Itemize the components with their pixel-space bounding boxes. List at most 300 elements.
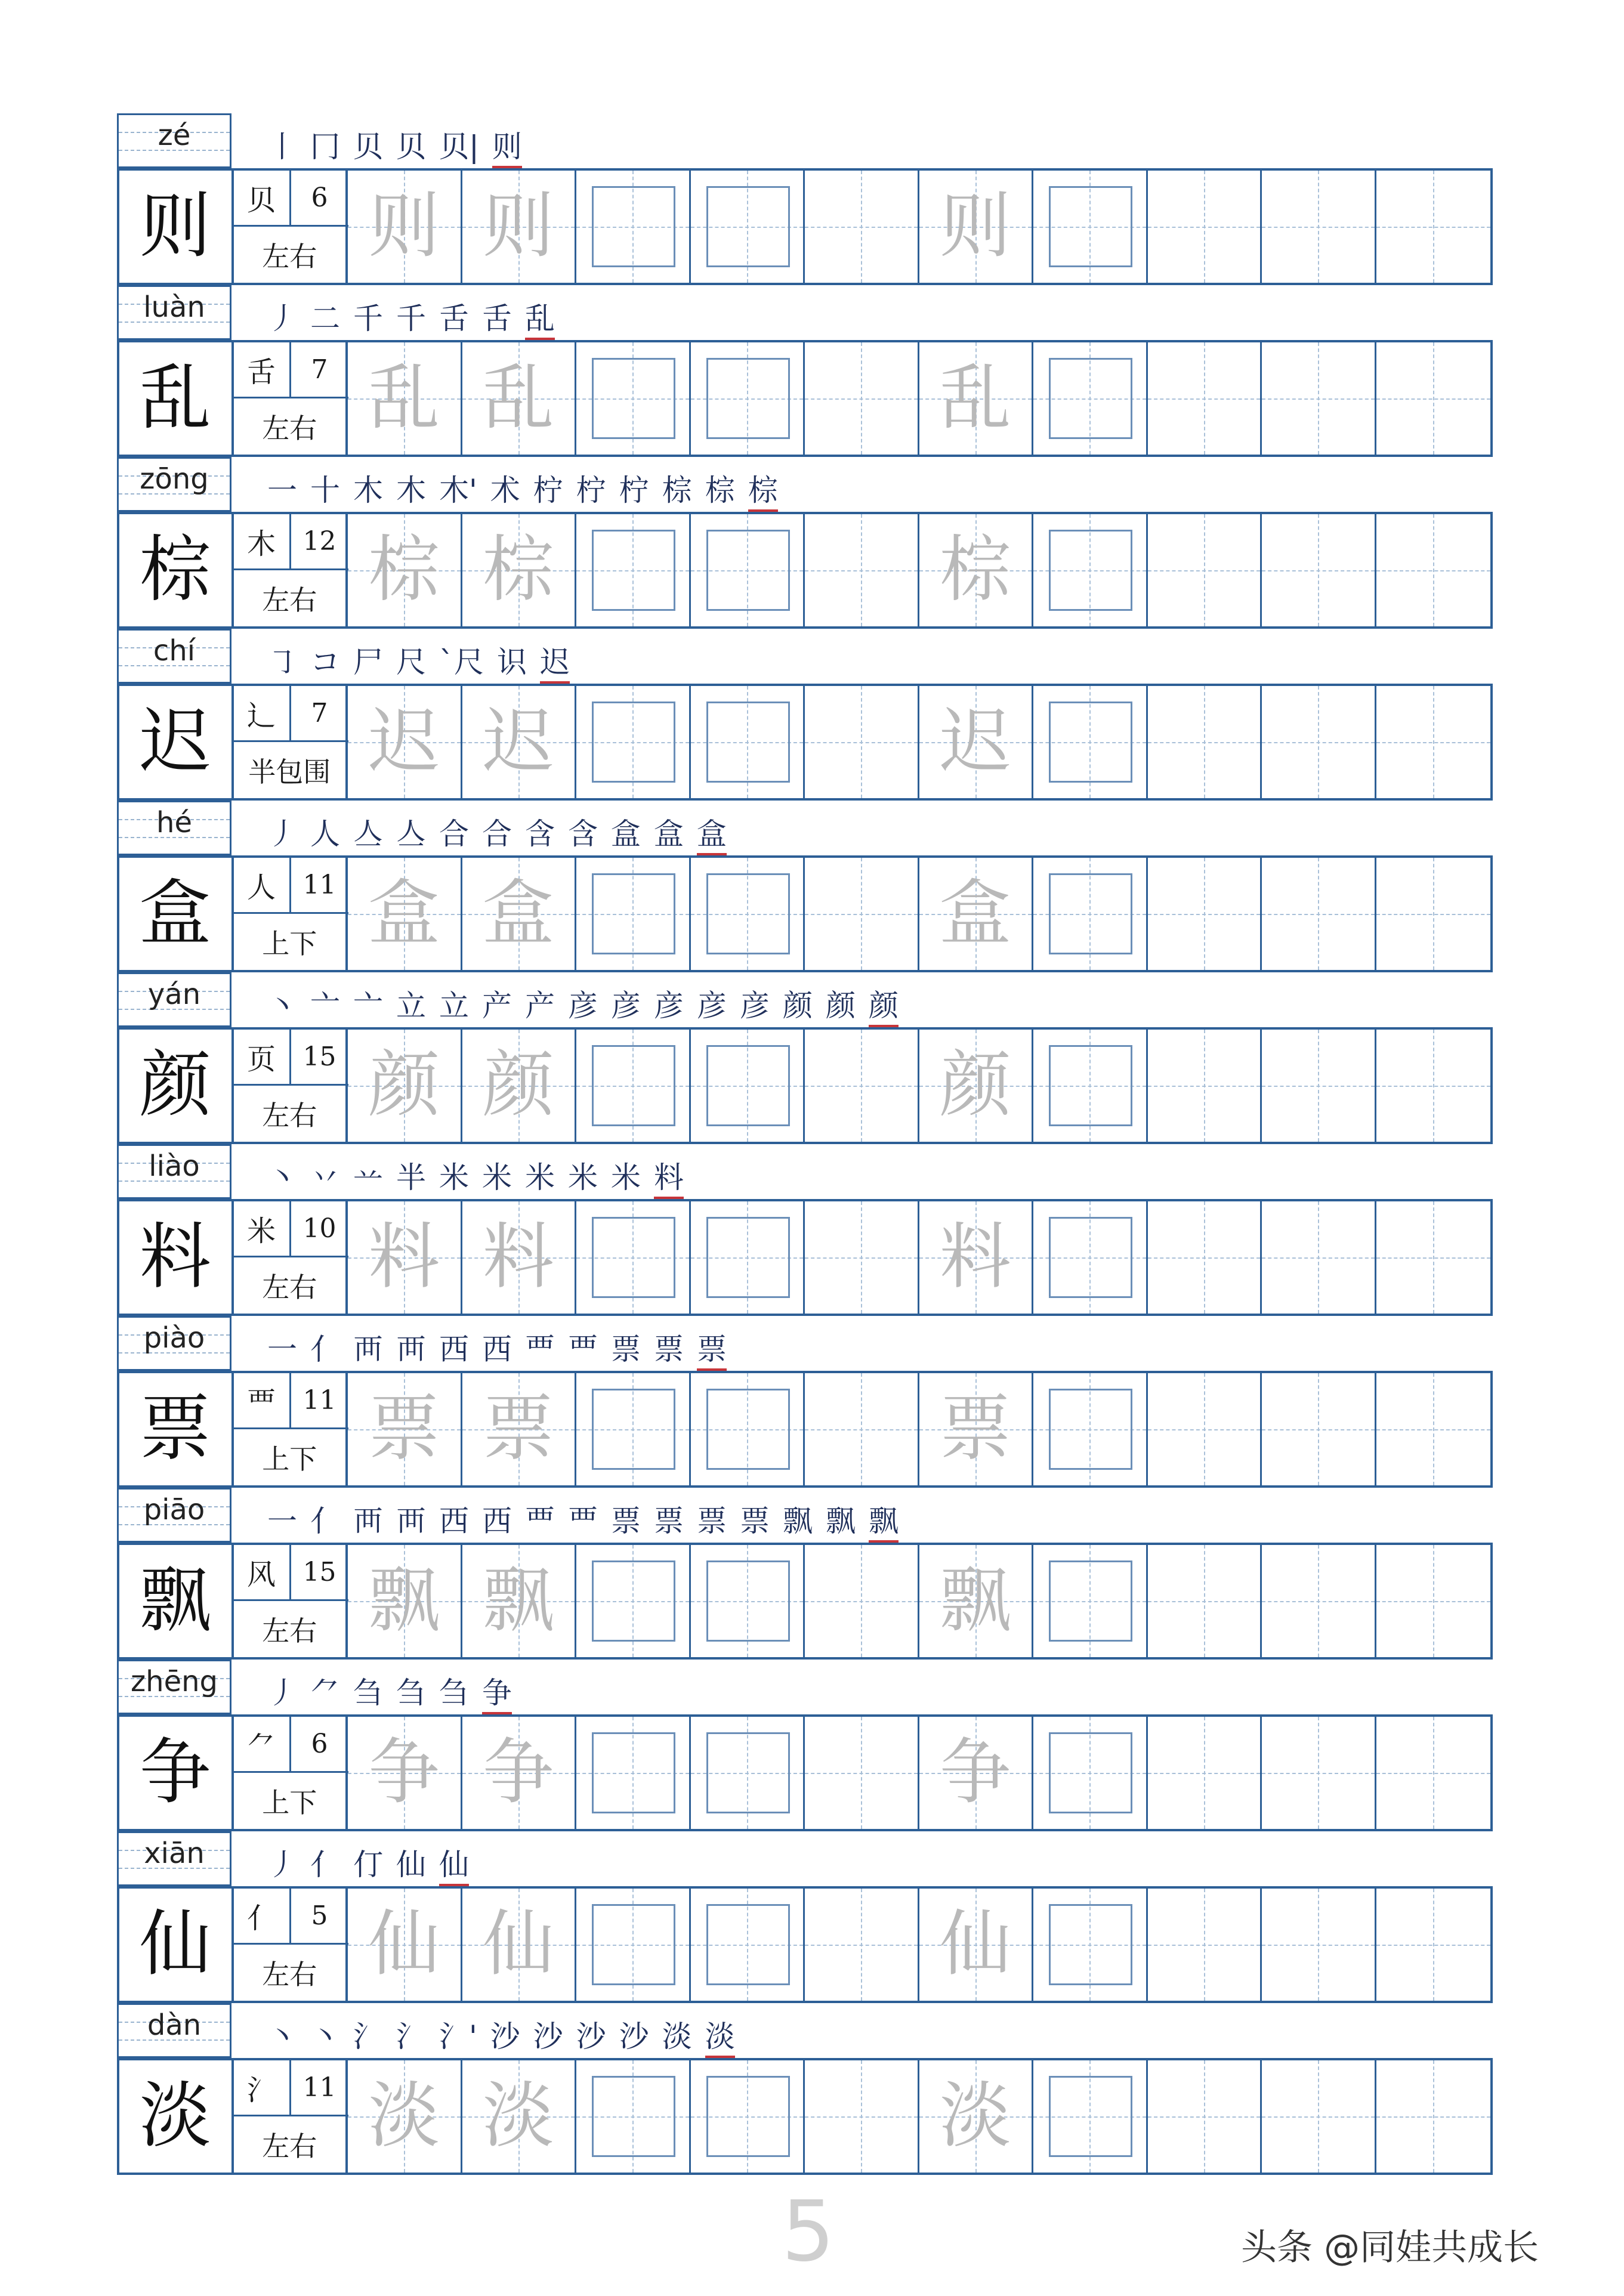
grid-guide-vertical — [861, 171, 862, 283]
practice-cell[interactable] — [1148, 1373, 1262, 1485]
practice-cell[interactable] — [1262, 858, 1376, 970]
trace-character: 迟 — [939, 700, 1011, 783]
stroke-step: 覀 — [568, 1504, 598, 1538]
practice-cell[interactable] — [348, 1717, 462, 1829]
writing-box — [706, 702, 790, 783]
stroke-count: 12 — [291, 514, 348, 570]
practice-cell[interactable] — [1148, 686, 1262, 798]
stroke-step: 氵 — [353, 2019, 383, 2054]
grid-guide-vertical — [1433, 1030, 1434, 1142]
practice-cell[interactable] — [1033, 1030, 1148, 1142]
stroke-step: 尺 — [396, 645, 426, 679]
trace-character: 淡 — [368, 2075, 440, 2158]
stroke-step: 料 — [654, 1154, 684, 1199]
practice-cell[interactable] — [348, 171, 462, 283]
practice-cell[interactable] — [1033, 686, 1148, 798]
trace-character: 棕 — [482, 529, 554, 611]
stroke-order — [267, 1324, 727, 1371]
pinyin-box — [117, 801, 231, 855]
practice-cell[interactable] — [1262, 1545, 1376, 1657]
pinyin-row — [117, 801, 1493, 855]
practice-cell[interactable] — [462, 1545, 577, 1657]
practice-cell[interactable] — [348, 1201, 462, 1314]
stroke-step: 丶 — [267, 988, 297, 1023]
practice-cell[interactable] — [805, 1373, 919, 1485]
practice-cell[interactable] — [1262, 171, 1376, 283]
character-entry — [117, 1488, 1493, 1660]
stroke-step: 则 — [492, 123, 522, 168]
practice-cell[interactable] — [1262, 1201, 1376, 1314]
model-character: 争 — [119, 1717, 234, 1829]
stroke-step: 丶 — [310, 2019, 340, 2054]
practice-cell[interactable] — [919, 1201, 1034, 1314]
stroke-order — [267, 809, 727, 855]
pinyin-row — [117, 1144, 1493, 1199]
writing-box — [706, 186, 790, 267]
writing-grid-row — [117, 1371, 1493, 1488]
practice-cell[interactable] — [691, 1545, 805, 1657]
writing-grid-row — [117, 168, 1493, 285]
character-info — [234, 514, 348, 626]
practice-cell[interactable] — [1262, 1373, 1376, 1485]
grid-guide-vertical — [1318, 1373, 1319, 1485]
trace-character: 则 — [368, 185, 440, 268]
writing-box — [592, 702, 675, 783]
stroke-step: 立 — [439, 988, 469, 1023]
trace-character: 乱 — [939, 357, 1011, 440]
practice-cell[interactable] — [1148, 1201, 1262, 1314]
pinyin-box — [117, 113, 231, 168]
practice-cell[interactable] — [462, 1201, 577, 1314]
grid-guide-vertical — [861, 858, 862, 970]
model-character: 盒 — [119, 858, 234, 970]
stroke-order — [267, 981, 899, 1027]
pinyin-box — [117, 1316, 231, 1371]
stroke-step: 舌 — [439, 301, 469, 336]
practice-cell[interactable] — [576, 1201, 691, 1314]
character-info — [234, 171, 348, 283]
practice-cell[interactable] — [919, 1030, 1034, 1142]
stroke-step: 襾 — [353, 1332, 383, 1367]
practice-cell[interactable] — [691, 342, 805, 455]
pinyin-box — [117, 1488, 231, 1543]
practice-cell[interactable] — [919, 1373, 1034, 1485]
stroke-step: 飘 — [783, 1504, 813, 1538]
radical: 木 — [234, 514, 291, 570]
practice-cell[interactable] — [1148, 342, 1262, 455]
stroke-count: 11 — [291, 858, 348, 914]
practice-cell[interactable] — [1376, 342, 1491, 455]
character-entry — [117, 113, 1493, 285]
stroke-count: 6 — [291, 171, 348, 227]
stroke-step: 亠 — [353, 988, 383, 1023]
practice-cell[interactable] — [805, 686, 919, 798]
writing-box — [1049, 358, 1132, 439]
stroke-step: 舌 — [482, 301, 512, 336]
practice-cell[interactable] — [691, 171, 805, 283]
practice-cell[interactable] — [348, 342, 462, 455]
practice-cell[interactable] — [805, 2060, 919, 2173]
radical: 人 — [234, 858, 291, 914]
practice-cell[interactable] — [462, 858, 577, 970]
trace-character: 盒 — [482, 872, 554, 955]
practice-cell[interactable] — [1262, 1889, 1376, 2001]
pinyin-text: piāo — [143, 1493, 205, 1526]
worksheet — [117, 113, 1493, 2175]
practice-cell[interactable] — [348, 858, 462, 970]
stroke-step: 产 — [525, 988, 555, 1023]
radical: ⺈ — [234, 1717, 291, 1773]
stroke-step: `尺 — [439, 645, 484, 679]
character-info — [234, 1889, 348, 2001]
stroke-order — [267, 1496, 899, 1543]
stroke-step: 千 — [353, 301, 383, 336]
stroke-step: 米 — [611, 1160, 641, 1195]
grid-guide-vertical — [1433, 1545, 1434, 1657]
structure: 上下 — [262, 1443, 317, 1475]
stroke-count: 11 — [291, 2060, 348, 2116]
pinyin-box — [117, 285, 231, 340]
stroke-step: 十 — [310, 473, 340, 508]
practice-cell[interactable] — [1033, 1889, 1148, 2001]
stroke-step: 柠 — [576, 473, 606, 508]
practice-cell[interactable] — [691, 858, 805, 970]
practice-cell[interactable] — [1033, 1717, 1148, 1829]
practice-cell[interactable] — [1376, 1545, 1491, 1657]
stroke-step: 彦 — [611, 988, 641, 1023]
pinyin-box — [117, 1144, 231, 1199]
practice-cell[interactable] — [576, 171, 691, 283]
practice-cell[interactable] — [1376, 1717, 1491, 1829]
grid-guide-vertical — [1204, 858, 1205, 970]
pinyin-box — [117, 1831, 231, 1886]
practice-cell[interactable] — [576, 1545, 691, 1657]
grid-guide-vertical — [1204, 514, 1205, 626]
grid-guide-vertical — [1204, 1545, 1205, 1657]
stroke-step: 彦 — [568, 988, 598, 1023]
practice-cell[interactable] — [348, 1889, 462, 2001]
stroke-step: 票 — [697, 1504, 727, 1538]
grid-guide-vertical — [861, 342, 862, 455]
grid-guide-vertical — [861, 686, 862, 798]
stroke-step: 西 — [482, 1332, 512, 1367]
practice-cell[interactable] — [919, 686, 1034, 798]
stroke-step: 覀 — [525, 1504, 555, 1538]
writing-box — [706, 1904, 790, 1985]
practice-cell[interactable] — [1148, 2060, 1262, 2173]
practice-cell[interactable] — [1148, 1030, 1262, 1142]
practice-cell[interactable] — [462, 1717, 577, 1829]
pinyin-row — [117, 1316, 1493, 1371]
model-character: 棕 — [119, 514, 234, 626]
practice-cell[interactable] — [691, 686, 805, 798]
practice-cell[interactable] — [576, 1373, 691, 1485]
trace-character: 迟 — [482, 700, 554, 783]
stroke-step: 产 — [482, 988, 512, 1023]
stroke-order — [267, 465, 778, 512]
practice-cell[interactable] — [462, 1889, 577, 2001]
writing-box — [1049, 2076, 1132, 2157]
stroke-step: 丶 — [267, 2019, 297, 2054]
practice-cell[interactable] — [576, 1889, 691, 2001]
practice-cell[interactable] — [1033, 1373, 1148, 1485]
practice-cell[interactable] — [1376, 2060, 1491, 2173]
practice-cell[interactable] — [576, 1030, 691, 1142]
practice-cell[interactable] — [1376, 1201, 1491, 1314]
practice-cell[interactable] — [1376, 514, 1491, 626]
practice-cell[interactable] — [348, 514, 462, 626]
stroke-step: 丿 — [267, 817, 297, 851]
practice-cell[interactable] — [348, 2060, 462, 2173]
practice-cell[interactable] — [1376, 686, 1491, 798]
practice-cell[interactable] — [691, 514, 805, 626]
radical: 贝 — [234, 171, 291, 227]
structure: 半包围 — [248, 756, 331, 788]
grid-guide-vertical — [861, 1889, 862, 2001]
radical: 风 — [234, 1545, 291, 1601]
grid-guide-vertical — [1318, 514, 1319, 626]
practice-cell[interactable] — [576, 1717, 691, 1829]
practice-cell[interactable] — [919, 342, 1034, 455]
practice-cell[interactable] — [691, 1030, 805, 1142]
grid-guide-vertical — [1318, 2060, 1319, 2173]
trace-character: 棕 — [939, 529, 1011, 611]
practice-cell[interactable] — [805, 514, 919, 626]
stroke-step: 贝 — [353, 129, 383, 164]
grid-guide-vertical — [861, 514, 862, 626]
practice-cell[interactable] — [1033, 1201, 1148, 1314]
practice-cell[interactable] — [462, 1030, 577, 1142]
pinyin-box — [117, 629, 231, 684]
radical: 舌 — [234, 342, 291, 398]
practice-cell[interactable] — [1033, 858, 1148, 970]
trace-character: 淡 — [939, 2075, 1011, 2158]
practice-cell[interactable] — [462, 1373, 577, 1485]
practice-cell[interactable] — [462, 514, 577, 626]
practice-cell[interactable] — [691, 1201, 805, 1314]
trace-character: 颜 — [482, 1044, 554, 1127]
pinyin-row — [117, 285, 1493, 340]
pinyin-row — [117, 629, 1493, 684]
trace-character: 争 — [939, 1731, 1011, 1814]
practice-cell[interactable] — [805, 858, 919, 970]
writing-box — [706, 530, 790, 611]
practice-cell[interactable] — [805, 1717, 919, 1829]
character-info — [234, 342, 348, 455]
stroke-step: 木' — [439, 473, 477, 508]
practice-cell[interactable] — [462, 171, 577, 283]
structure: 上下 — [262, 928, 317, 960]
stroke-step: 襾 — [353, 1504, 383, 1538]
grid-guide-vertical — [861, 1201, 862, 1314]
practice-cell[interactable] — [1148, 514, 1262, 626]
stroke-step: 飘 — [869, 1497, 899, 1543]
writing-box — [706, 1217, 790, 1298]
stroke-step: 票 — [654, 1332, 684, 1367]
trace-character: 票 — [939, 1388, 1011, 1470]
writing-grid-row — [117, 1199, 1493, 1316]
model-character: 料 — [119, 1201, 234, 1314]
writing-grid-row — [117, 2058, 1493, 2175]
practice-cell[interactable] — [919, 1717, 1034, 1829]
character-info — [234, 686, 348, 798]
grid-guide-vertical — [861, 2060, 862, 2173]
grid-guide-vertical — [1204, 1717, 1205, 1829]
stroke-step: 贝 — [396, 129, 426, 164]
grid-guide-vertical — [1318, 1201, 1319, 1314]
pinyin-text: xiān — [144, 1837, 205, 1870]
practice-cell[interactable] — [1033, 514, 1148, 626]
practice-cell[interactable] — [1148, 1889, 1262, 2001]
trace-character: 料 — [482, 1216, 554, 1299]
practice-cell[interactable] — [691, 1889, 805, 2001]
writing-box — [1049, 1732, 1132, 1813]
pinyin-text: zé — [158, 119, 191, 152]
stroke-step: 沙 — [619, 2019, 649, 2054]
practice-cell[interactable] — [1033, 1545, 1148, 1657]
trace-character: 票 — [368, 1388, 440, 1470]
practice-cell[interactable] — [1262, 2060, 1376, 2173]
practice-cell[interactable] — [691, 2060, 805, 2173]
stroke-step: 争 — [482, 1669, 512, 1714]
stroke-step: 票 — [654, 1504, 684, 1538]
trace-character: 淡 — [482, 2075, 554, 2158]
practice-cell[interactable] — [919, 514, 1034, 626]
stroke-step: 氵 — [396, 2019, 426, 2054]
practice-cell[interactable] — [348, 1373, 462, 1485]
writing-grid-row — [117, 1027, 1493, 1144]
writing-grid-row — [117, 684, 1493, 801]
practice-cell[interactable] — [576, 2060, 691, 2173]
grid-guide-vertical — [1204, 1373, 1205, 1485]
practice-cell[interactable] — [1376, 1889, 1491, 2001]
practice-cell[interactable] — [1262, 1717, 1376, 1829]
practice-cell[interactable] — [576, 858, 691, 970]
stroke-count: 6 — [291, 1717, 348, 1773]
stroke-step: 半 — [396, 1160, 426, 1195]
practice-cell[interactable] — [1033, 342, 1148, 455]
practice-cell[interactable] — [919, 2060, 1034, 2173]
pinyin-box — [117, 2003, 231, 2058]
practice-cell[interactable] — [691, 1717, 805, 1829]
stroke-step: 贝| — [439, 129, 479, 164]
writing-box — [1049, 1389, 1132, 1470]
writing-box — [1049, 1045, 1132, 1126]
practice-cell[interactable] — [1148, 858, 1262, 970]
structure: 左右 — [262, 1099, 317, 1132]
practice-cell[interactable] — [805, 1545, 919, 1657]
model-character: 颜 — [119, 1030, 234, 1142]
character-entry — [117, 629, 1493, 801]
practice-cell[interactable] — [1148, 1545, 1262, 1657]
practice-cell[interactable] — [348, 686, 462, 798]
practice-cell[interactable] — [1033, 171, 1148, 283]
trace-character: 颜 — [939, 1044, 1011, 1127]
trace-character: 仙 — [482, 1903, 554, 1986]
trace-character: 仙 — [939, 1903, 1011, 1986]
stroke-step: 丨 — [267, 129, 297, 164]
stroke-step: 仙 — [396, 1847, 426, 1882]
practice-cell[interactable] — [1033, 2060, 1148, 2173]
writing-grid-row — [117, 1886, 1493, 2003]
practice-cell[interactable] — [1376, 1030, 1491, 1142]
practice-cell[interactable] — [462, 2060, 577, 2173]
page-number: 5 — [782, 2183, 835, 2280]
model-character: 迟 — [119, 686, 234, 798]
practice-cell[interactable] — [1148, 171, 1262, 283]
stroke-step: 木 — [353, 473, 383, 508]
stroke-step: 一 — [267, 1504, 297, 1538]
stroke-count: 5 — [291, 1889, 348, 1945]
practice-cell[interactable] — [1262, 1030, 1376, 1142]
practice-cell[interactable] — [691, 1373, 805, 1485]
pinyin-box — [117, 1660, 231, 1714]
practice-cell[interactable] — [576, 342, 691, 455]
stroke-step: 亼 — [396, 817, 426, 851]
practice-cell[interactable] — [1148, 1717, 1262, 1829]
practice-cell[interactable] — [805, 1889, 919, 2001]
practice-cell[interactable] — [576, 514, 691, 626]
practice-cell[interactable] — [1376, 1373, 1491, 1485]
practice-cell[interactable] — [1262, 514, 1376, 626]
pinyin-row — [117, 457, 1493, 512]
grid-guide-vertical — [1433, 514, 1434, 626]
grid-guide-vertical — [1433, 1717, 1434, 1829]
stroke-step: 木 — [396, 473, 426, 508]
practice-cell[interactable] — [919, 1889, 1034, 2001]
writing-box — [592, 1045, 675, 1126]
practice-cell[interactable] — [919, 171, 1034, 283]
practice-cell[interactable] — [576, 686, 691, 798]
stroke-step: 飘 — [826, 1504, 856, 1538]
character-entry — [117, 1144, 1493, 1316]
structure: 上下 — [262, 1787, 317, 1819]
practice-cell[interactable] — [1262, 342, 1376, 455]
practice-cell[interactable] — [805, 1030, 919, 1142]
stroke-step: 盒 — [611, 817, 641, 851]
practice-cell[interactable] — [919, 1545, 1034, 1657]
stroke-step: 西 — [439, 1332, 469, 1367]
stroke-count: 7 — [291, 342, 348, 398]
writing-box — [592, 358, 675, 439]
practice-cell[interactable] — [348, 1545, 462, 1657]
practice-cell[interactable] — [462, 342, 577, 455]
practice-cell[interactable] — [1376, 171, 1491, 283]
stroke-step: 襾 — [396, 1504, 426, 1538]
pinyin-row — [117, 2003, 1493, 2058]
writing-box — [706, 1389, 790, 1470]
trace-character: 迟 — [368, 700, 440, 783]
practice-cell[interactable] — [462, 686, 577, 798]
practice-cell[interactable] — [805, 171, 919, 283]
writing-box — [1049, 1904, 1132, 1985]
writing-box — [592, 1217, 675, 1298]
practice-cell[interactable] — [805, 1201, 919, 1314]
practice-cell[interactable] — [805, 342, 919, 455]
practice-cell[interactable] — [348, 1030, 462, 1142]
practice-cell[interactable] — [1376, 858, 1491, 970]
watermark: 头条 @同娃共成长 — [1241, 2227, 1539, 2269]
trace-character: 盒 — [939, 872, 1011, 955]
stroke-step: 尸 — [353, 645, 383, 679]
trace-character: 争 — [482, 1731, 554, 1814]
writing-box — [1049, 1560, 1132, 1642]
pinyin-row — [117, 1831, 1493, 1886]
structure: 左右 — [262, 584, 317, 616]
practice-cell[interactable] — [1262, 686, 1376, 798]
practice-cell[interactable] — [919, 858, 1034, 970]
grid-guide-vertical — [1433, 1201, 1434, 1314]
